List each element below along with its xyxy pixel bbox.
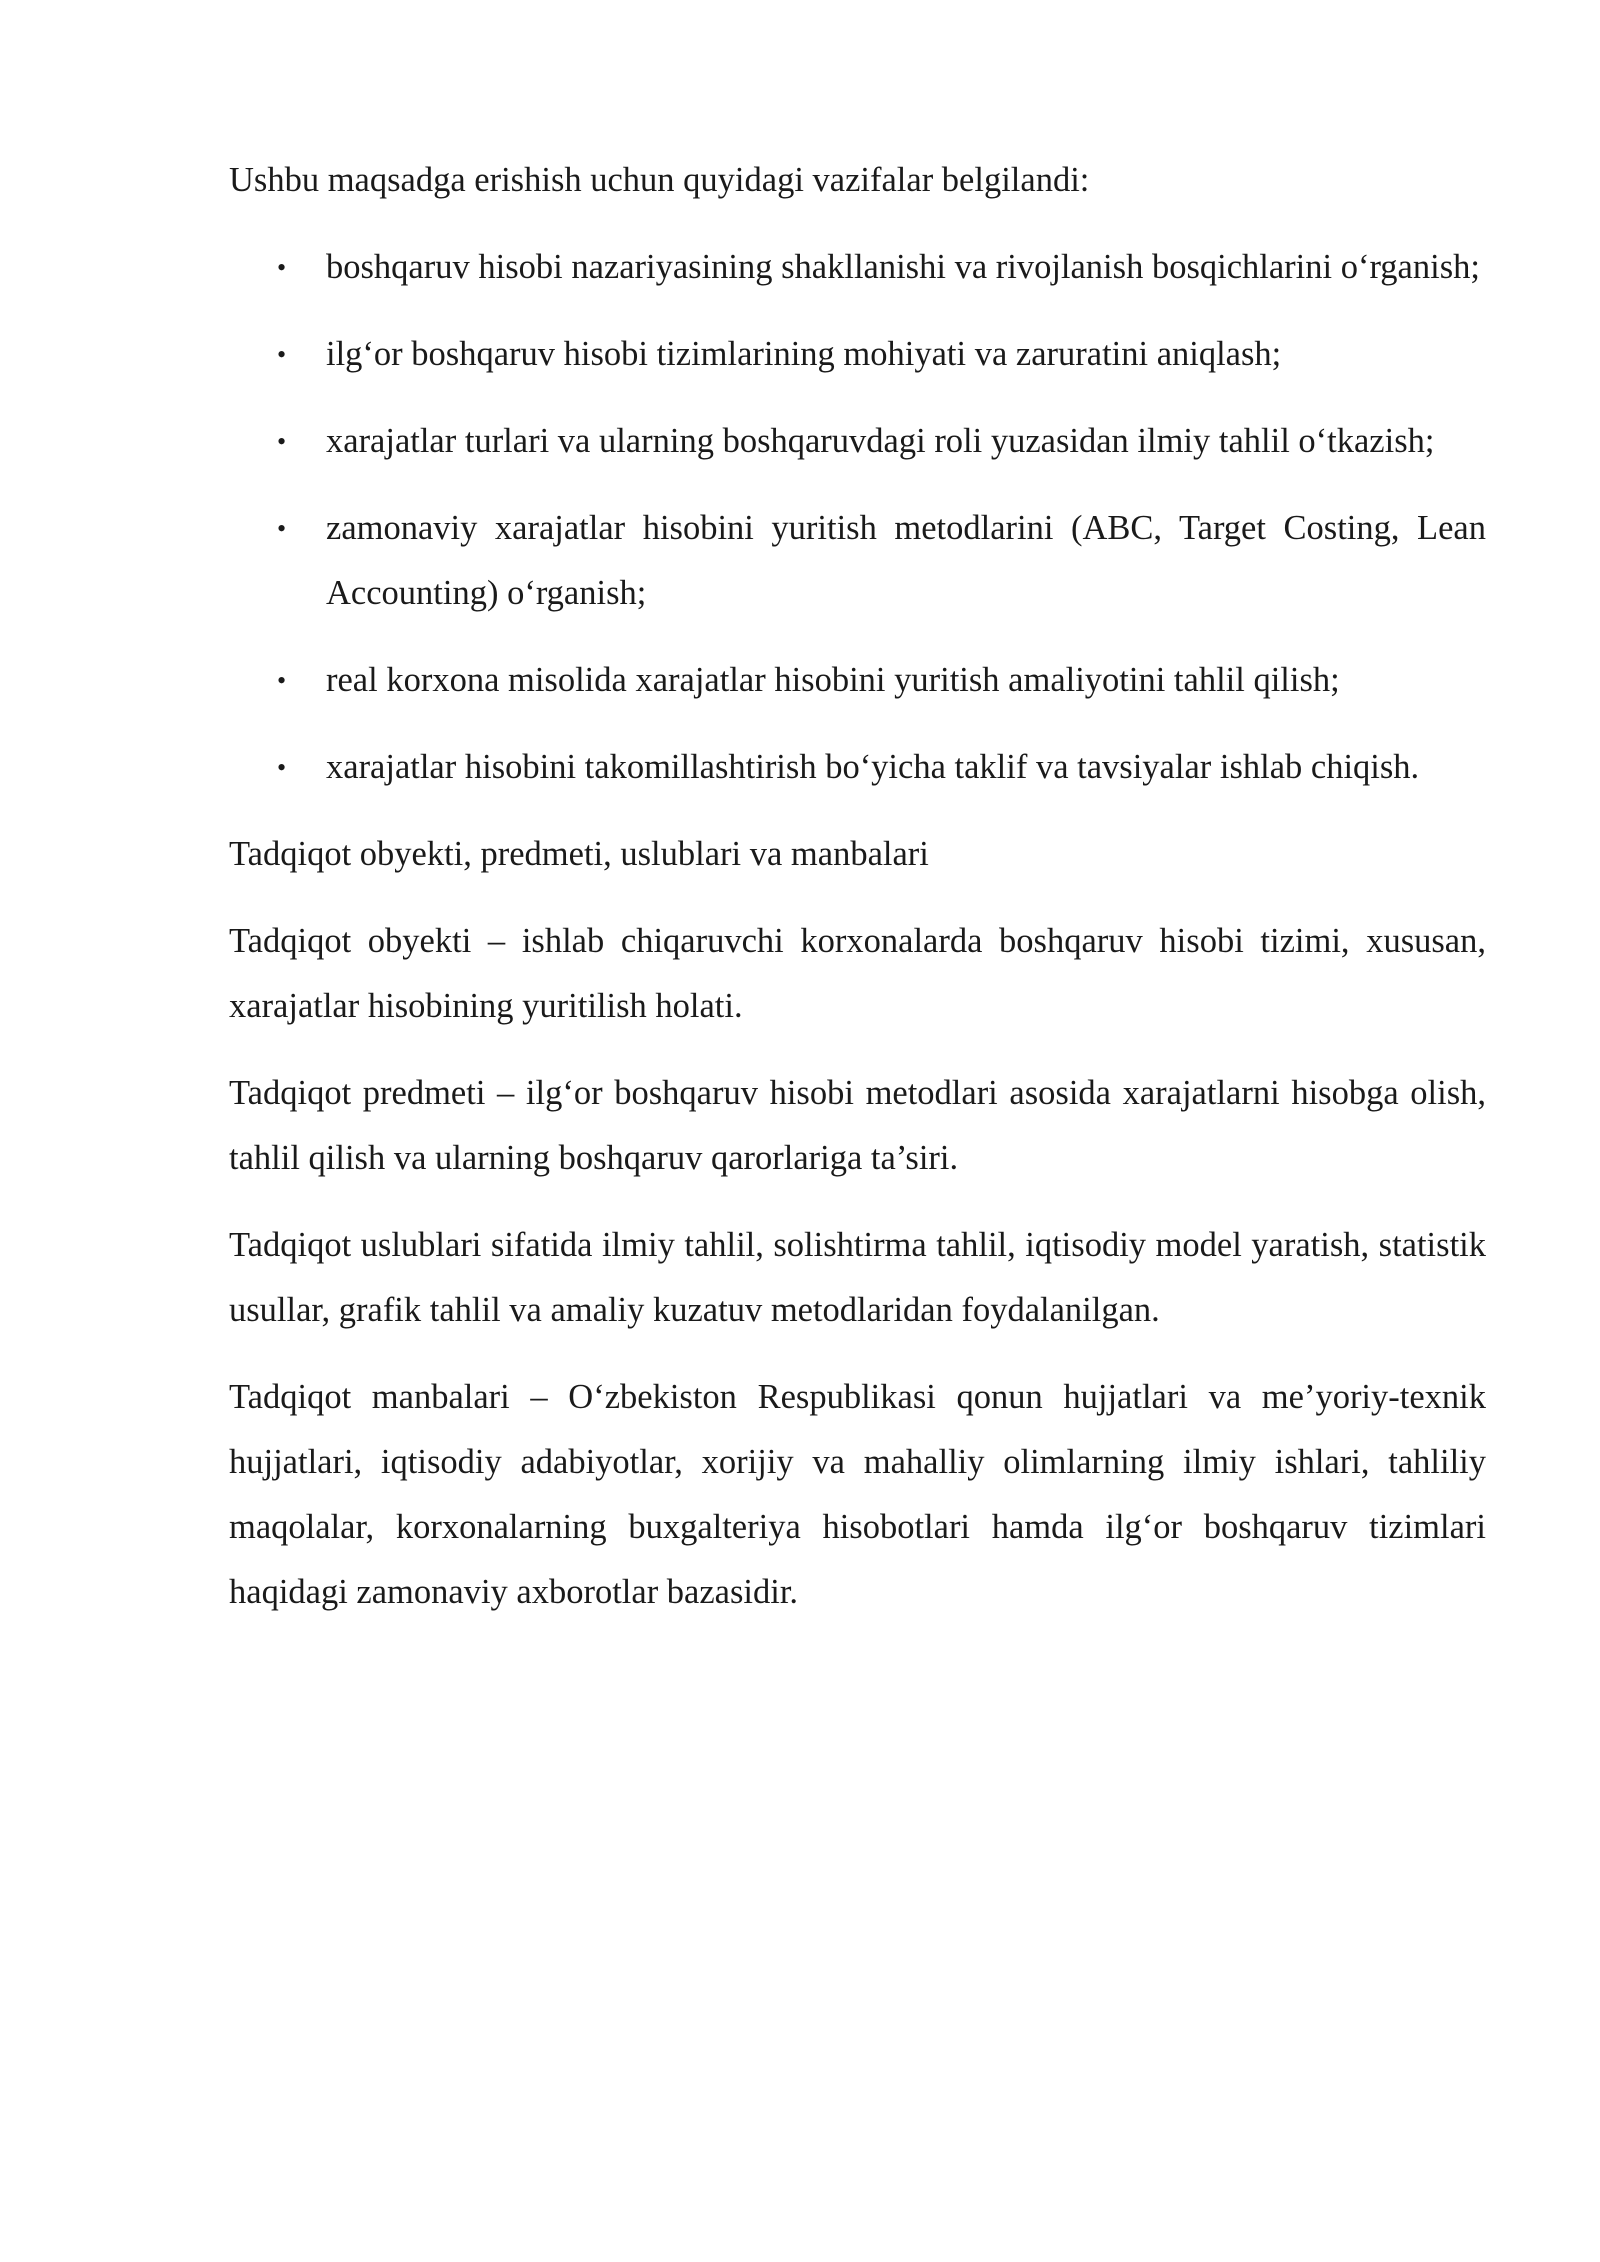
list-item-text: real korxona misolida xarajatlar hisobini yuritish amaliyotini tahlil qilish; <box>326 661 1340 699</box>
list-item <box>229 496 1486 626</box>
list-item <box>229 235 1486 300</box>
list-item-text: xarajatlar turlari va ularning boshqaruvdagi roli yuzasidan ilmiy tahlil o‘tkazish; <box>326 422 1435 460</box>
list-item <box>229 648 1486 713</box>
list-item <box>229 735 1486 800</box>
methods-paragraph: Tadqiqot uslublari sifatida ilmiy tahlil, solishtirma tahlil, iqtisodiy model yaratish, statistik usullar, grafik tahlil va amaliy kuzatuv metodlaridan foydalanilgan. <box>229 1226 1486 1329</box>
list-item-text: zamonaviy xarajatlar hisobini yuritish metodlarini (ABC, Target Costing, Lean Accounting) o‘rganish; <box>326 509 1486 612</box>
bullet-icon: • <box>277 340 287 369</box>
bullet-icon: • <box>277 514 287 543</box>
bullet-icon: • <box>277 666 287 695</box>
intro-paragraph: Ushbu maqsadga erishish uchun quyidagi vazifalar belgilandi: <box>229 161 1090 199</box>
list-item <box>229 322 1486 387</box>
list-item-text: boshqaruv hisobi nazariyasining shakllanishi va rivojlanish bosqichlarini o‘rganish; <box>326 248 1480 286</box>
bullet-icon: • <box>277 427 287 456</box>
sources-paragraph: Tadqiqot manbalari – O‘zbekiston Respublikasi qonun hujjatlari va me’yoriy-texnik hujjatlari, iqtisodiy adabiyotlar, xorijiy va mahalliy olimlarning ilmiy ishlari, tahliliy maqolalar, korxonalarning buxgalteriya hisobotlari hamda ilg‘or boshqaruv tizimlari haqidagi zamonaviy axborotlar bazasidir. <box>229 1378 1486 1611</box>
object-paragraph: Tadqiqot obyekti – ishlab chiqaruvchi korxonalarda boshqaruv hisobi tizimi, xususan, xarajatlar hisobining yuritilish holati. <box>229 922 1486 1025</box>
list-item-text: ilg‘or boshqaruv hisobi tizimlarining mohiyati va zaruratini aniqlash; <box>326 335 1282 373</box>
section-heading: Tadqiqot obyekti, predmeti, uslublari va manbalari <box>229 835 929 873</box>
bullet-icon: • <box>277 753 287 782</box>
page-content <box>229 148 1486 1647</box>
list-item-text: xarajatlar hisobini takomillashtirish bo‘yicha taklif va tavsiyalar ishlab chiqish. <box>326 748 1420 786</box>
task-list <box>229 235 1486 800</box>
bullet-icon: • <box>277 253 287 282</box>
list-item <box>229 409 1486 474</box>
subject-paragraph: Tadqiqot predmeti – ilg‘or boshqaruv hisobi metodlari asosida xarajatlarni hisobga olish, tahlil qilish va ularning boshqaruv qarorlariga ta’siri. <box>229 1074 1486 1177</box>
